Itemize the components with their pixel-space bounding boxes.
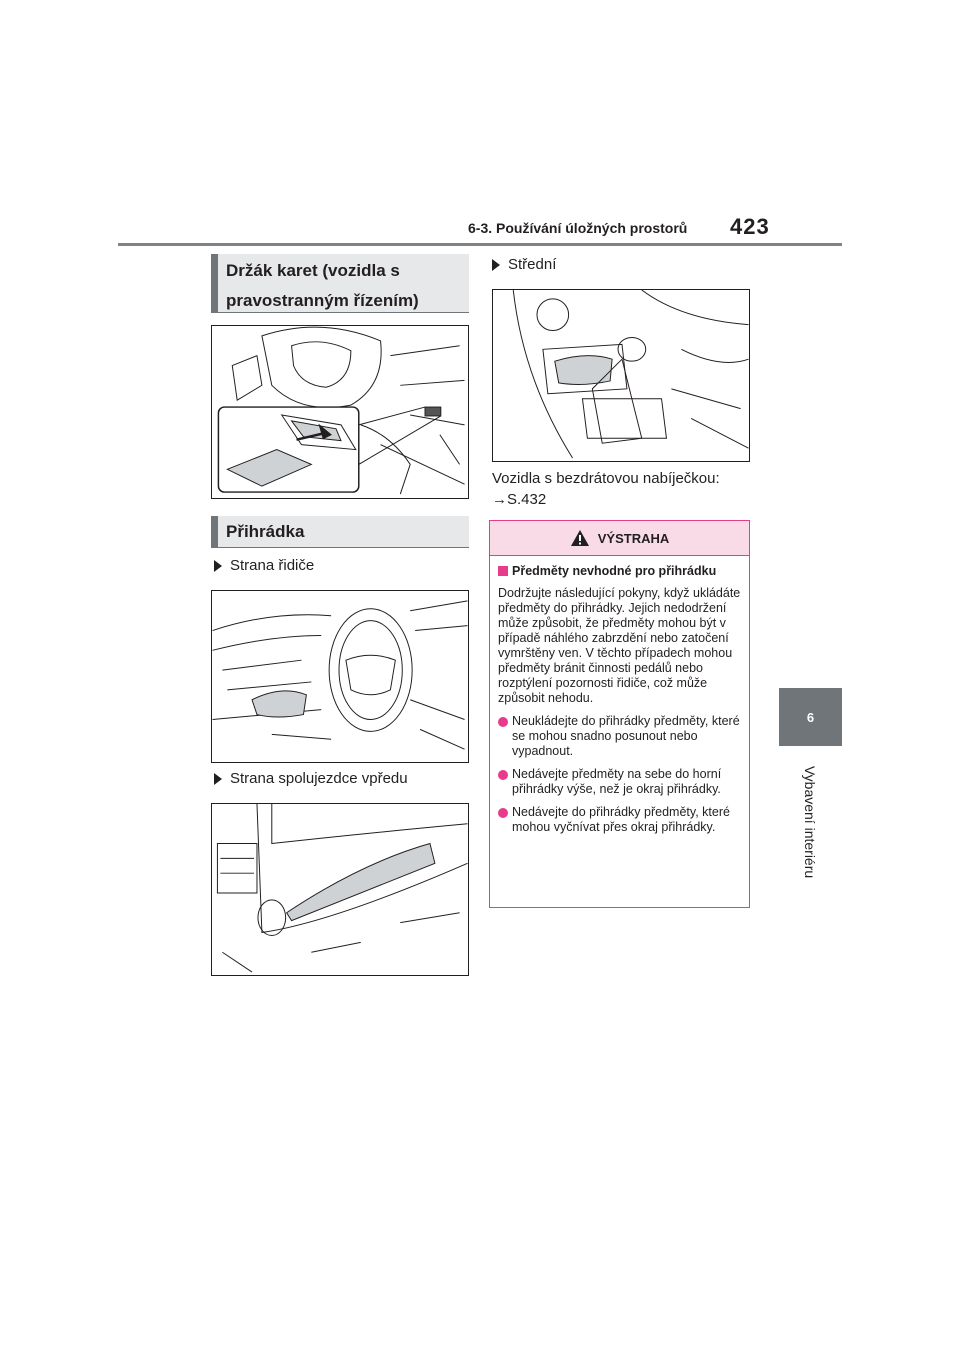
driver-side-caption: Strana řidiče: [230, 557, 315, 574]
center-caption-row: [492, 256, 556, 273]
square-bullet-icon: [498, 566, 508, 576]
wireless-charger-ref[interactable]: →S.432: [492, 491, 547, 508]
header-rule: [118, 243, 842, 246]
driver-side-illustration: [211, 590, 469, 763]
card-holder-heading: Držák karet (vozidla s pravostranným řízením): [211, 254, 469, 313]
warning-bullet-text: Nedávejte předměty na sebe do horní přihrádky výše, než je okraj přihrádky.: [512, 767, 722, 796]
center-caption: Střední: [508, 256, 557, 273]
page-number: 423: [730, 214, 770, 239]
warning-bullet-text: Neukládejte do přihrádky předměty, které se mohou snadno posunout nebo vypadnout.: [512, 714, 740, 758]
warning-bullet: [498, 714, 741, 759]
arrow-icon: [214, 560, 222, 572]
wireless-charger-text: Vozidla s bezdrátovou nabíječkou:: [492, 470, 720, 487]
dot-bullet-icon: [498, 770, 508, 780]
passenger-side-illustration: [211, 803, 469, 976]
warning-subtitle: Předměty nevhodné pro přihrádku: [512, 564, 717, 578]
dot-bullet-icon: [498, 808, 508, 818]
arrow-icon: [214, 773, 222, 785]
passenger-side-caption: Strana spolujezdce vpředu: [230, 770, 408, 787]
warning-header: [490, 521, 749, 556]
warning-bullet: [498, 767, 741, 797]
chapter-title: Vybavení interiéru: [802, 765, 818, 879]
driver-side-caption-row: [214, 557, 314, 574]
warning-icon: [570, 529, 590, 547]
warning-subtitle-row: [498, 564, 741, 579]
section-title: 6-3. Používání úložných prostorů: [468, 220, 688, 236]
dot-bullet-icon: [498, 717, 508, 727]
warning-bullet-text: Nedávejte do přihrádky předměty, které mohou vyčnívat přes okraj přihrádky.: [512, 805, 730, 834]
warning-title: VÝSTRAHA: [597, 530, 670, 546]
chapter-tab: [779, 688, 842, 746]
warning-bullet: [498, 805, 741, 835]
card-holder-illustration: [211, 325, 469, 499]
center-illustration: [492, 289, 750, 462]
arrow-icon: [492, 259, 500, 271]
glovebox-heading: Přihrádka: [211, 516, 469, 548]
warning-box: [489, 520, 750, 908]
warning-paragraph: Dodržujte následující pokyny, když ukládáte předměty do přihrádky. Jejich nedodržení může způsobit, že předměty mohou být v případě náhlého zabrzdění nebo zatočení vymrštěny ven. V těchto případech mohou předměty bránit činnosti pedálů nebo rozptýlení pozornosti řidiče, což může způsobit nehodu.: [498, 586, 741, 705]
chapter-label: [770, 760, 850, 884]
passenger-side-caption-row: [214, 770, 408, 787]
chapter-number: 6: [806, 709, 815, 725]
